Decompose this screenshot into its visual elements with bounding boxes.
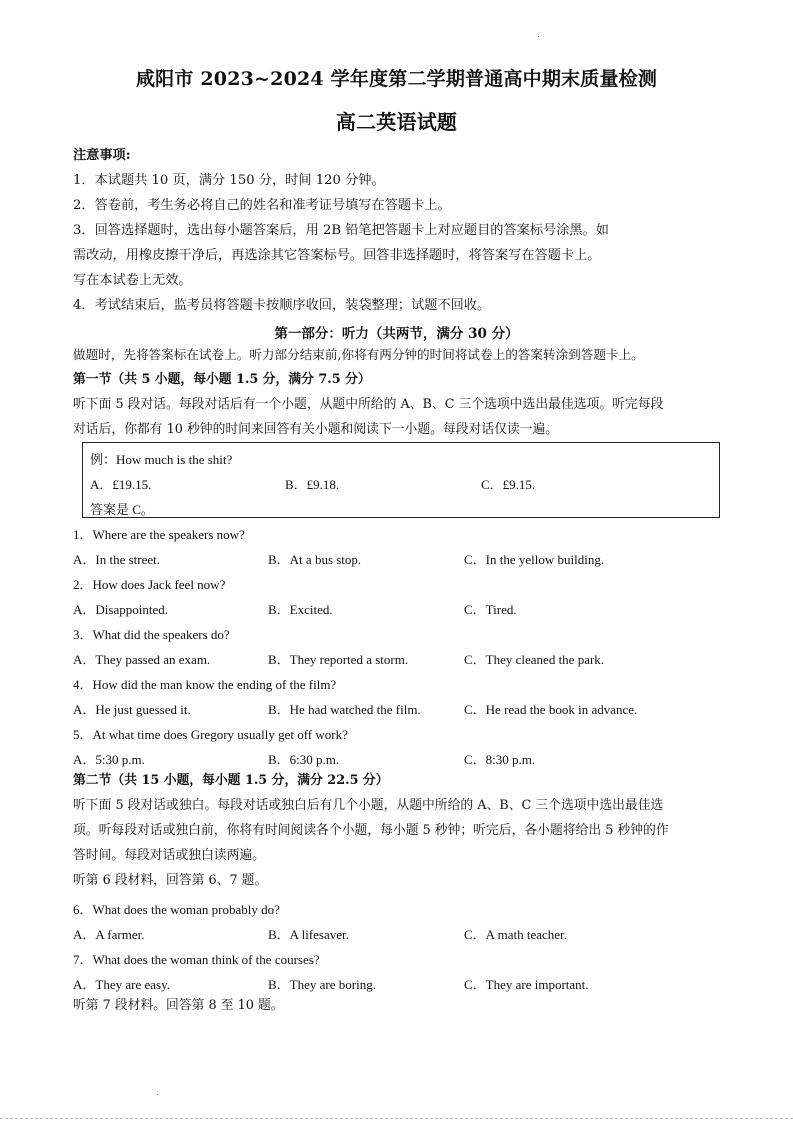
scan-dot xyxy=(538,36,539,37)
question-5: 5．At what time does Gregory usually get off work? xyxy=(73,727,348,742)
question-2-option-b: B．Excited. xyxy=(268,602,333,617)
question-1: 1．Where are the speakers now? xyxy=(73,527,245,542)
example-question: 例：How much is the shit? xyxy=(90,452,233,467)
page-bottom-rule xyxy=(0,1118,793,1119)
note-line: 2．答卷前，考生务必将自己的姓名和准考证号填写在答题卡上。 xyxy=(73,198,451,213)
scan-dot xyxy=(157,1094,158,1095)
question-7-option-c: C．They are important. xyxy=(464,977,589,992)
question-6: 6．What does the woman probably do? xyxy=(73,902,280,917)
note-line: 需改动，用橡皮擦干净后，再选涂其它答案标号。回答非选择题时，将答案写在答题卡上。 xyxy=(73,248,601,263)
material-7-note: 听第 7 段材料。回答第 8 至 10 题。 xyxy=(73,998,284,1013)
question-7: 7．What does the woman think of the courses? xyxy=(73,952,320,967)
note-line: 1．本试题共 10 页，满分 150 分，时间 120 分钟。 xyxy=(73,173,385,188)
notes-heading: 注意事项: xyxy=(73,148,131,163)
section2-heading: 第二节（共 15 小题，每小题 1.5 分，满分 22.5 分） xyxy=(73,773,389,788)
note-line: 4．考试结束后，监考员将答题卡按顺序收回，装袋整理；试题不回收。 xyxy=(73,298,491,313)
question-5-option-c: C．8:30 p.m. xyxy=(464,752,536,767)
question-4-option-a: A．He just guessed it. xyxy=(73,702,191,717)
note-line: 3．回答选择题时，选出每小题答案后，用 2B 铅笔把答题卡上对应题目的答案标号涂黑。如 xyxy=(73,223,609,238)
question-4-option-b: B．He had watched the film. xyxy=(268,702,421,717)
question-7-option-b: B．They are boring. xyxy=(268,977,376,992)
question-1-option-c: C．In the yellow building. xyxy=(464,552,605,567)
question-6-option-b: B．A lifesaver. xyxy=(268,927,349,942)
example-option-a: A．£19.15. xyxy=(90,477,152,492)
note-line: 写在本试卷上无效。 xyxy=(73,273,192,288)
question-6-option-a: A．A farmer. xyxy=(73,927,145,942)
question-7-option-a: A．They are easy. xyxy=(73,977,170,992)
question-2-option-c: C．Tired. xyxy=(464,602,517,617)
section2-instruction: 答时间。每段对话或独白读两遍。 xyxy=(73,848,265,863)
question-4: 4．How did the man know the ending of the film? xyxy=(73,677,337,692)
question-3-option-a: A．They passed an exam. xyxy=(73,652,211,667)
section2-instruction: 听下面 5 段对话或独白。每段对话或独白后有几个小题，从题中所给的 A、B、C 三个选项中选出最佳选 xyxy=(73,798,664,813)
section2-instruction: 项。听每段对话或独白前，你将有时间阅读各个小题，每小题 5 秒钟；听完后，各小题将给出 5 秒钟的作 xyxy=(73,823,669,838)
question-1-option-a: A．In the street. xyxy=(73,552,161,567)
example-answer: 答案是 C。 xyxy=(90,502,154,517)
part1-intro: 做题时，先将答案标在试卷上。听力部分结束前,你将有两分钟的时间将试卷上的答案转涂到答题卡上。 xyxy=(73,347,644,362)
question-2-option-a: A．Disappointed. xyxy=(73,602,168,617)
question-3: 3．What did the speakers do? xyxy=(73,627,230,642)
question-2: 2．How does Jack feel now? xyxy=(73,577,226,592)
question-5-option-a: A．5:30 p.m. xyxy=(73,752,145,767)
question-6-option-c: C．A math teacher. xyxy=(464,927,567,942)
section1-heading: 第一节（共 5 小题，每小题 1.5 分，满分 7.5 分） xyxy=(73,372,371,387)
example-box xyxy=(82,442,720,518)
material-6-note: 听第 6 段材料，回答第 6、7 题。 xyxy=(73,873,268,888)
exam-subtitle: 高二英语试题 xyxy=(335,110,458,134)
exam-title: 咸阳市 2023~2024 学年度第二学期普通高中期末质量检测 xyxy=(135,68,658,90)
question-3-option-b: B．They reported a storm. xyxy=(268,652,409,667)
section1-instruction: 对话后，你都有 10 秒钟的时间来回答有关小题和阅读下一小题。每段对话仅读一遍。 xyxy=(73,422,559,437)
question-4-option-c: C．He read the book in advance. xyxy=(464,702,638,717)
question-1-option-b: B．At a bus stop. xyxy=(268,552,362,567)
question-5-option-b: B．6:30 p.m. xyxy=(268,752,340,767)
example-option-b: B．£9.18. xyxy=(285,477,340,492)
section1-instruction: 听下面 5 段对话。每段对话后有一个小题，从题中所给的 A、B、C 三个选项中选出最佳选项。听完每段 xyxy=(73,397,664,412)
example-option-c: C．£9.15. xyxy=(481,477,536,492)
part1-heading: 第一部分：听力（共两节，满分 30 分） xyxy=(274,326,519,342)
question-3-option-c: C．They cleaned the park. xyxy=(464,652,605,667)
